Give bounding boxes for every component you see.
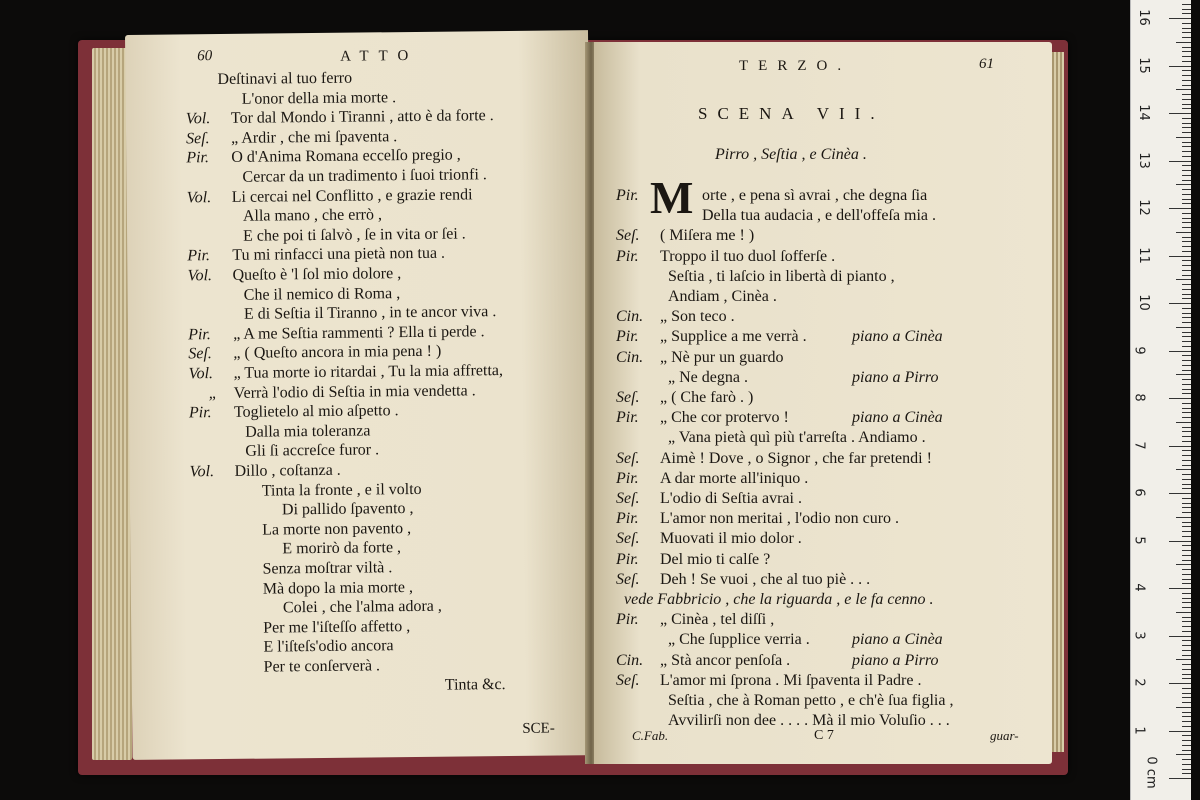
verse-text: Gli ſi accreſce furor . bbox=[245, 441, 380, 461]
ruler-tick bbox=[1182, 569, 1191, 570]
ruler-tick bbox=[1182, 289, 1191, 290]
ruler-tick bbox=[1182, 522, 1191, 523]
ruler-tick bbox=[1182, 146, 1191, 147]
ruler-tick bbox=[1182, 127, 1191, 128]
ruler-tick bbox=[1182, 427, 1191, 428]
verse-text: Tor dal Mondo i Tiranni , atto è da forte . bbox=[230, 107, 494, 128]
ruler-tick bbox=[1169, 778, 1191, 779]
speaker-label: Vol. bbox=[189, 463, 215, 481]
ruler-tick bbox=[1182, 607, 1191, 608]
ruler-tick bbox=[1182, 640, 1191, 641]
ruler-tick bbox=[1182, 579, 1191, 580]
verse-text: „ Vana pietà quì più t'arreſta . Andiamo . bbox=[668, 429, 926, 447]
stage-direction: piano a Pirro bbox=[852, 651, 939, 669]
ruler-tick bbox=[1182, 531, 1191, 532]
speaker-label: Pir. bbox=[616, 510, 639, 528]
ruler-tick bbox=[1182, 583, 1191, 584]
ruler-tick bbox=[1182, 9, 1191, 10]
verse-text: „ Stà ancor penſoſa . bbox=[660, 651, 791, 669]
ruler-tick bbox=[1182, 450, 1191, 451]
speaker-label: Seſ. bbox=[185, 129, 210, 148]
ruler-tick bbox=[1176, 184, 1191, 185]
ruler-tick bbox=[1169, 18, 1191, 19]
verse-text: „ Nè pur un guardo bbox=[660, 348, 784, 366]
verse-text: Dillo , coſtanza . bbox=[234, 461, 341, 480]
ruler-tick bbox=[1182, 379, 1191, 380]
ruler-tick bbox=[1182, 536, 1191, 537]
speaker-label: Pir. bbox=[188, 325, 211, 344]
verse-text: Colei , che l'alma adora , bbox=[282, 597, 442, 617]
closing-note: Tinta &c. bbox=[444, 676, 506, 694]
verse-text: „ Che cor protervo ! bbox=[660, 409, 789, 427]
ruler-tick bbox=[1182, 750, 1191, 751]
ruler-tick bbox=[1182, 132, 1191, 133]
ruler-tick bbox=[1169, 161, 1191, 162]
verse-text: ( Miſera me ! ) bbox=[660, 227, 755, 245]
right-page bbox=[594, 42, 1052, 764]
ruler-tick bbox=[1182, 669, 1191, 670]
verse-text: Della tua audacia , e dell'offeſa mia . bbox=[702, 207, 937, 225]
verse-text: O d'Anima Romana eccelſo pregio , bbox=[231, 146, 461, 167]
ruler-tick bbox=[1182, 545, 1191, 546]
ruler-tick bbox=[1182, 203, 1191, 204]
ruler-tick bbox=[1176, 612, 1191, 613]
ruler-tick bbox=[1169, 493, 1191, 494]
speaker-label: Pir. bbox=[616, 469, 639, 487]
verse-text: Tu mi rinfacci una pietà non tua . bbox=[232, 245, 446, 265]
verse-text: Cercar da un tradimento i ſuoi trionfi . bbox=[242, 166, 487, 186]
ruler-tick bbox=[1182, 13, 1191, 14]
verse-text: „ Che ſupplice verria . bbox=[668, 631, 810, 649]
speaker-label: Seſ. bbox=[616, 570, 640, 588]
ruler-tick bbox=[1182, 180, 1191, 181]
ruler-tick bbox=[1182, 512, 1191, 513]
ruler-tick bbox=[1169, 541, 1191, 542]
verse-text: Verrà l'odio di Seſtia in mia vendetta . bbox=[233, 381, 476, 402]
speaker-label: Vol. bbox=[185, 110, 211, 128]
ruler-tick bbox=[1182, 436, 1191, 437]
ruler-tick bbox=[1182, 322, 1191, 323]
speaker-label: Pir. bbox=[188, 404, 212, 422]
ruler-tick bbox=[1169, 66, 1191, 67]
verse-text: „ Tua morte io ritardai , Tu la mia affretta, bbox=[233, 362, 504, 382]
ruler-tick bbox=[1182, 403, 1191, 404]
ruler-tick bbox=[1169, 398, 1191, 399]
stage-direction: piano a Cinèa bbox=[852, 409, 943, 427]
ruler-tick bbox=[1182, 355, 1191, 356]
verse-text: L'amor non meritai , l'odio non curo . bbox=[660, 510, 900, 528]
verse-text: L'onor della mia morte . bbox=[241, 88, 397, 108]
verse-text: Dalla mia toleranza bbox=[245, 422, 371, 441]
ruler-tick bbox=[1182, 598, 1191, 599]
verse-text: Senza moſtrar viltà . bbox=[262, 559, 393, 578]
speaker-label: Pir. bbox=[616, 187, 639, 204]
ruler-tick bbox=[1176, 469, 1191, 470]
ruler-number: 3 bbox=[1131, 630, 1147, 640]
ruler-number: 11 bbox=[1135, 246, 1151, 264]
speaker-label: Seſ. bbox=[616, 490, 640, 507]
verse-text: „ Ardir , che mi ſpaventa . bbox=[230, 127, 398, 147]
catchword: SCE- bbox=[522, 720, 555, 737]
ruler-tick bbox=[1169, 636, 1191, 637]
verse-text: E l'iſteſs'odio ancora bbox=[263, 637, 394, 656]
speaker-label: Vol. bbox=[188, 365, 214, 383]
speaker-label: Cin. bbox=[616, 308, 644, 326]
verse-text: Li cercai nel Conflitto , e grazie rendi bbox=[231, 185, 473, 206]
ruler-tick bbox=[1182, 213, 1191, 214]
ruler-unit-label: 0 cm bbox=[1143, 756, 1159, 789]
speaker-label: Seſ. bbox=[616, 227, 640, 245]
ruler-tick bbox=[1169, 588, 1191, 589]
verse-text: Per me l'iſteſſo affetto , bbox=[263, 617, 411, 637]
ruler-tick bbox=[1182, 431, 1191, 432]
speaker-label: Seſ. bbox=[616, 449, 640, 467]
ruler-tick bbox=[1182, 270, 1191, 271]
stage-direction: piano a Cinèa bbox=[852, 631, 943, 649]
ruler-tick bbox=[1182, 265, 1191, 266]
ruler-tick bbox=[1182, 237, 1191, 238]
ruler-tick bbox=[1182, 645, 1191, 646]
ruler-tick bbox=[1182, 617, 1191, 618]
ruler-tick bbox=[1182, 384, 1191, 385]
ruler-tick bbox=[1182, 503, 1191, 504]
ruler-tick bbox=[1182, 474, 1191, 475]
left-page bbox=[125, 30, 596, 760]
ruler-tick bbox=[1176, 422, 1191, 423]
ruler-tick bbox=[1169, 683, 1191, 684]
ruler-tick bbox=[1182, 260, 1191, 261]
ruler-tick bbox=[1176, 374, 1191, 375]
ruler-number: 1 bbox=[1131, 725, 1147, 735]
ruler-tick bbox=[1182, 726, 1191, 727]
ruler-tick bbox=[1182, 484, 1191, 485]
signature-mark: C 7 bbox=[814, 728, 834, 743]
ruler-tick bbox=[1182, 745, 1191, 746]
speaker-label: Pir. bbox=[186, 149, 210, 167]
ruler-tick bbox=[1182, 165, 1191, 166]
verse-text: „ ( Che farò . ) bbox=[660, 389, 754, 406]
ruler-tick bbox=[1182, 251, 1191, 252]
verse-text: Muovati il mio dolor . bbox=[660, 530, 802, 548]
ruler-tick bbox=[1169, 256, 1191, 257]
verse-text: E che poi ti ſalvò , ſe in vita or ſei . bbox=[243, 225, 466, 245]
ruler-number: 4 bbox=[1131, 583, 1147, 592]
verse-text: Del mio ti calſe ? bbox=[660, 550, 771, 568]
ruler-tick bbox=[1182, 85, 1191, 86]
ruler-number: 16 bbox=[1135, 9, 1151, 26]
verse-text: Per te conſerverà . bbox=[263, 657, 381, 676]
verse-text: Seſtia , che à Roman petto , e ch'è ſua figlia , bbox=[668, 692, 954, 709]
verse-text: L'amor mi ſprona . Mi ſpaventa il Padre . bbox=[660, 671, 922, 689]
ruler-tick bbox=[1182, 294, 1191, 295]
ruler-tick bbox=[1182, 61, 1191, 62]
verse-text: E di Seſtia il Tiranno , in te ancor viva . bbox=[243, 303, 497, 323]
ruler-tick bbox=[1182, 118, 1191, 119]
ruler-number: 8 bbox=[1131, 393, 1147, 402]
ruler-tick bbox=[1182, 56, 1191, 57]
ruler-tick bbox=[1182, 284, 1191, 285]
ruler-tick bbox=[1182, 313, 1191, 314]
ruler-number: 7 bbox=[1131, 440, 1147, 450]
verse-text: Di pallido ſpavento , bbox=[281, 500, 414, 519]
ruler-tick bbox=[1182, 393, 1191, 394]
ruler-tick bbox=[1169, 731, 1191, 732]
verse-text: Seſtia , ti laſcio in libertà di pianto , bbox=[668, 267, 895, 285]
ruler-tick bbox=[1176, 279, 1191, 280]
ruler-number: 15 bbox=[1135, 56, 1151, 74]
ruler-tick bbox=[1182, 602, 1191, 603]
ruler-tick bbox=[1169, 446, 1191, 447]
verse-text: E morirò da forte , bbox=[282, 539, 402, 558]
ruler-tick bbox=[1182, 246, 1191, 247]
verse-text: La morte non pavento , bbox=[262, 519, 412, 539]
ruler-number: 12 bbox=[1135, 199, 1151, 216]
verse-text: „ Ne degna . bbox=[668, 368, 748, 386]
speaker-label: Seſ. bbox=[188, 345, 212, 363]
speaker-label: Cin. bbox=[616, 651, 644, 669]
stage-direction: piano a Cinèa bbox=[852, 328, 943, 346]
running-head: ATTO bbox=[340, 47, 419, 65]
verse-text: Avvilirſi non dee . . . . Mà il mio Voluſio . . . bbox=[668, 712, 950, 730]
ruler-tick bbox=[1182, 465, 1191, 466]
ruler-tick bbox=[1182, 555, 1191, 556]
speaker-label: Pir. bbox=[187, 247, 211, 265]
ruler-number: 10 bbox=[1135, 294, 1151, 311]
ruler-tick bbox=[1182, 341, 1191, 342]
ruler-tick bbox=[1182, 693, 1191, 694]
stage-direction: vede Fabbricio , che la riguarda , e le fa cenno . bbox=[624, 591, 934, 608]
verse-text: Che il nemico di Roma , bbox=[243, 284, 401, 304]
ruler-tick bbox=[1176, 137, 1191, 138]
ruler-tick bbox=[1182, 455, 1191, 456]
speaker-label: Vol. bbox=[186, 188, 212, 206]
speaker-label: „ bbox=[208, 384, 218, 402]
ruler-tick bbox=[1182, 408, 1191, 409]
ruler-tick bbox=[1182, 298, 1191, 299]
ruler-number: 6 bbox=[1131, 488, 1147, 497]
verse-text: Alla mano , che errò , bbox=[242, 206, 383, 225]
verse-text: A dar morte all'iniquo . bbox=[660, 469, 809, 487]
ruler-tick bbox=[1182, 360, 1191, 361]
verse-text: Queſto è 'l ſol mio dolore , bbox=[232, 265, 402, 284]
speaker-label: Pir. bbox=[616, 247, 639, 265]
ruler-tick bbox=[1182, 773, 1191, 774]
ruler-tick bbox=[1182, 370, 1191, 371]
ruler-tick bbox=[1182, 417, 1191, 418]
ruler-tick bbox=[1182, 526, 1191, 527]
speaker-label: Pir. bbox=[616, 611, 639, 629]
ruler-tick bbox=[1176, 232, 1191, 233]
speaker-label: Seſ. bbox=[616, 389, 640, 406]
ruler-tick bbox=[1182, 241, 1191, 242]
ruler-tick bbox=[1182, 104, 1191, 105]
page-number: 61 bbox=[979, 56, 994, 72]
speaker-label: Pir. bbox=[616, 550, 639, 568]
verse-text: Tinta la fronte , e il volto bbox=[261, 480, 422, 500]
ruler-tick bbox=[1182, 697, 1191, 698]
verse-text: L'odio di Seſtia avrai . bbox=[660, 490, 802, 507]
ruler-tick bbox=[1182, 308, 1191, 309]
page-edges-right bbox=[1050, 52, 1064, 752]
ruler-tick bbox=[1182, 712, 1191, 713]
ruler-tick bbox=[1182, 222, 1191, 223]
ruler-tick bbox=[1182, 47, 1191, 48]
ruler-tick bbox=[1182, 194, 1191, 195]
ruler-tick bbox=[1182, 735, 1191, 736]
ruler-tick bbox=[1182, 412, 1191, 413]
ruler-tick bbox=[1182, 189, 1191, 190]
ruler-tick bbox=[1182, 759, 1191, 760]
ruler-tick bbox=[1182, 560, 1191, 561]
ruler-tick bbox=[1176, 42, 1191, 43]
ruler-number: 2 bbox=[1131, 678, 1147, 687]
ruler-tick bbox=[1182, 688, 1191, 689]
ruler-tick bbox=[1182, 94, 1191, 95]
ruler-tick bbox=[1182, 389, 1191, 390]
verse-text: „ Supplice a me verrà . bbox=[660, 328, 807, 346]
ruler-tick bbox=[1176, 754, 1191, 755]
ruler-tick bbox=[1182, 156, 1191, 157]
verse-text: Aimè ! Dove , o Signor , che far pretendi ! bbox=[660, 449, 932, 467]
verse-text: Troppo il tuo duol ſofferſe . bbox=[660, 247, 836, 265]
ruler-number: 9 bbox=[1131, 345, 1147, 355]
ruler-tick bbox=[1176, 707, 1191, 708]
character-list: Pirro , Seſtia , e Cinèa . bbox=[715, 146, 867, 163]
ruler-tick bbox=[1182, 218, 1191, 219]
ruler-tick bbox=[1182, 175, 1191, 176]
measurement-ruler bbox=[1130, 0, 1191, 800]
verse-text: „ ( Queſto ancora in mia pena ! ) bbox=[233, 343, 442, 363]
ruler-tick bbox=[1169, 113, 1191, 114]
ruler-tick bbox=[1182, 108, 1191, 109]
speaker-label: Pir. bbox=[616, 409, 639, 427]
speaker-label: Cin. bbox=[616, 348, 644, 366]
ruler-tick bbox=[1182, 664, 1191, 665]
ruler-tick bbox=[1182, 593, 1191, 594]
ruler-tick bbox=[1169, 208, 1191, 209]
ruler-tick bbox=[1182, 170, 1191, 171]
speaker-label: Pir. bbox=[616, 328, 639, 346]
ruler-tick bbox=[1176, 564, 1191, 565]
ruler-tick bbox=[1182, 75, 1191, 76]
speaker-label: Seſ. bbox=[616, 530, 640, 548]
ruler-tick bbox=[1182, 479, 1191, 480]
ruler-tick bbox=[1182, 123, 1191, 124]
ruler-tick bbox=[1182, 550, 1191, 551]
verse-text: Deſtinavi al tuo ferro bbox=[217, 69, 353, 89]
stage-direction: piano a Pirro bbox=[852, 368, 939, 386]
ruler-tick bbox=[1182, 99, 1191, 100]
catchword: guar- bbox=[990, 728, 1019, 743]
ruler-tick bbox=[1182, 51, 1191, 52]
ruler-tick bbox=[1182, 365, 1191, 366]
ruler-tick bbox=[1182, 574, 1191, 575]
running-head: TERZO. bbox=[739, 58, 852, 74]
ruler-number: 13 bbox=[1135, 151, 1151, 169]
ruler-tick bbox=[1182, 498, 1191, 499]
ruler-number: 14 bbox=[1135, 104, 1151, 121]
ruler-tick bbox=[1182, 488, 1191, 489]
drop-cap: M bbox=[650, 172, 694, 223]
speaker-label: Vol. bbox=[187, 267, 213, 285]
verse-text: Andiam , Cinèa . bbox=[668, 288, 777, 305]
ruler-tick bbox=[1182, 650, 1191, 651]
ruler-tick bbox=[1182, 332, 1191, 333]
verse-text: Deh ! Se vuoi , che al tuo piè . . . bbox=[660, 570, 871, 588]
ruler-tick bbox=[1182, 702, 1191, 703]
ruler-tick bbox=[1182, 716, 1191, 717]
speaker-label: Seſ. bbox=[616, 671, 640, 689]
ruler-tick bbox=[1182, 37, 1191, 38]
ruler-tick bbox=[1182, 655, 1191, 656]
verse-text: „ A me Seſtia rammenti ? Ella ti perde . bbox=[233, 323, 485, 343]
ruler-tick bbox=[1169, 351, 1191, 352]
ruler-tick bbox=[1182, 441, 1191, 442]
page-number: 60 bbox=[197, 48, 213, 65]
verse-text: „ Cinèa , tel diſſi , bbox=[660, 611, 775, 629]
ruler-tick bbox=[1182, 621, 1191, 622]
verse-text: Mà dopo la mia morte , bbox=[262, 578, 414, 598]
ruler-tick bbox=[1182, 769, 1191, 770]
ruler-tick bbox=[1182, 346, 1191, 347]
ruler-tick bbox=[1182, 275, 1191, 276]
ruler-tick bbox=[1176, 327, 1191, 328]
ruler-tick bbox=[1182, 336, 1191, 337]
ruler-number: 5 bbox=[1131, 535, 1147, 545]
ruler-tick bbox=[1182, 678, 1191, 679]
scene-heading: SCENA VII. bbox=[698, 104, 885, 123]
ruler-tick bbox=[1176, 659, 1191, 660]
ruler-tick bbox=[1182, 32, 1191, 33]
ruler-tick bbox=[1182, 674, 1191, 675]
ruler-tick bbox=[1182, 507, 1191, 508]
ruler-tick bbox=[1176, 89, 1191, 90]
ruler-tick bbox=[1182, 631, 1191, 632]
ruler-tick bbox=[1182, 740, 1191, 741]
ruler-tick bbox=[1182, 317, 1191, 318]
ruler-tick bbox=[1176, 517, 1191, 518]
ruler-tick bbox=[1182, 4, 1191, 5]
ruler-tick bbox=[1182, 23, 1191, 24]
ruler-tick bbox=[1182, 721, 1191, 722]
ruler-tick bbox=[1182, 70, 1191, 71]
signature-note: C.Fab. bbox=[632, 728, 669, 743]
ruler-tick bbox=[1182, 199, 1191, 200]
ruler-tick bbox=[1182, 151, 1191, 152]
ruler-tick bbox=[1182, 80, 1191, 81]
ruler-tick bbox=[1182, 626, 1191, 627]
ruler-tick bbox=[1182, 460, 1191, 461]
ruler-tick bbox=[1169, 303, 1191, 304]
ruler-tick bbox=[1182, 142, 1191, 143]
ruler-tick bbox=[1182, 227, 1191, 228]
verse-text: orte , e pena sì avrai , che degna ſia bbox=[702, 187, 928, 204]
ruler-tick bbox=[1182, 764, 1191, 765]
verse-text: Toglietelo al mio aſpetto . bbox=[233, 402, 399, 422]
verse-text: „ Son teco . bbox=[660, 308, 735, 326]
ruler-tick bbox=[1182, 28, 1191, 29]
